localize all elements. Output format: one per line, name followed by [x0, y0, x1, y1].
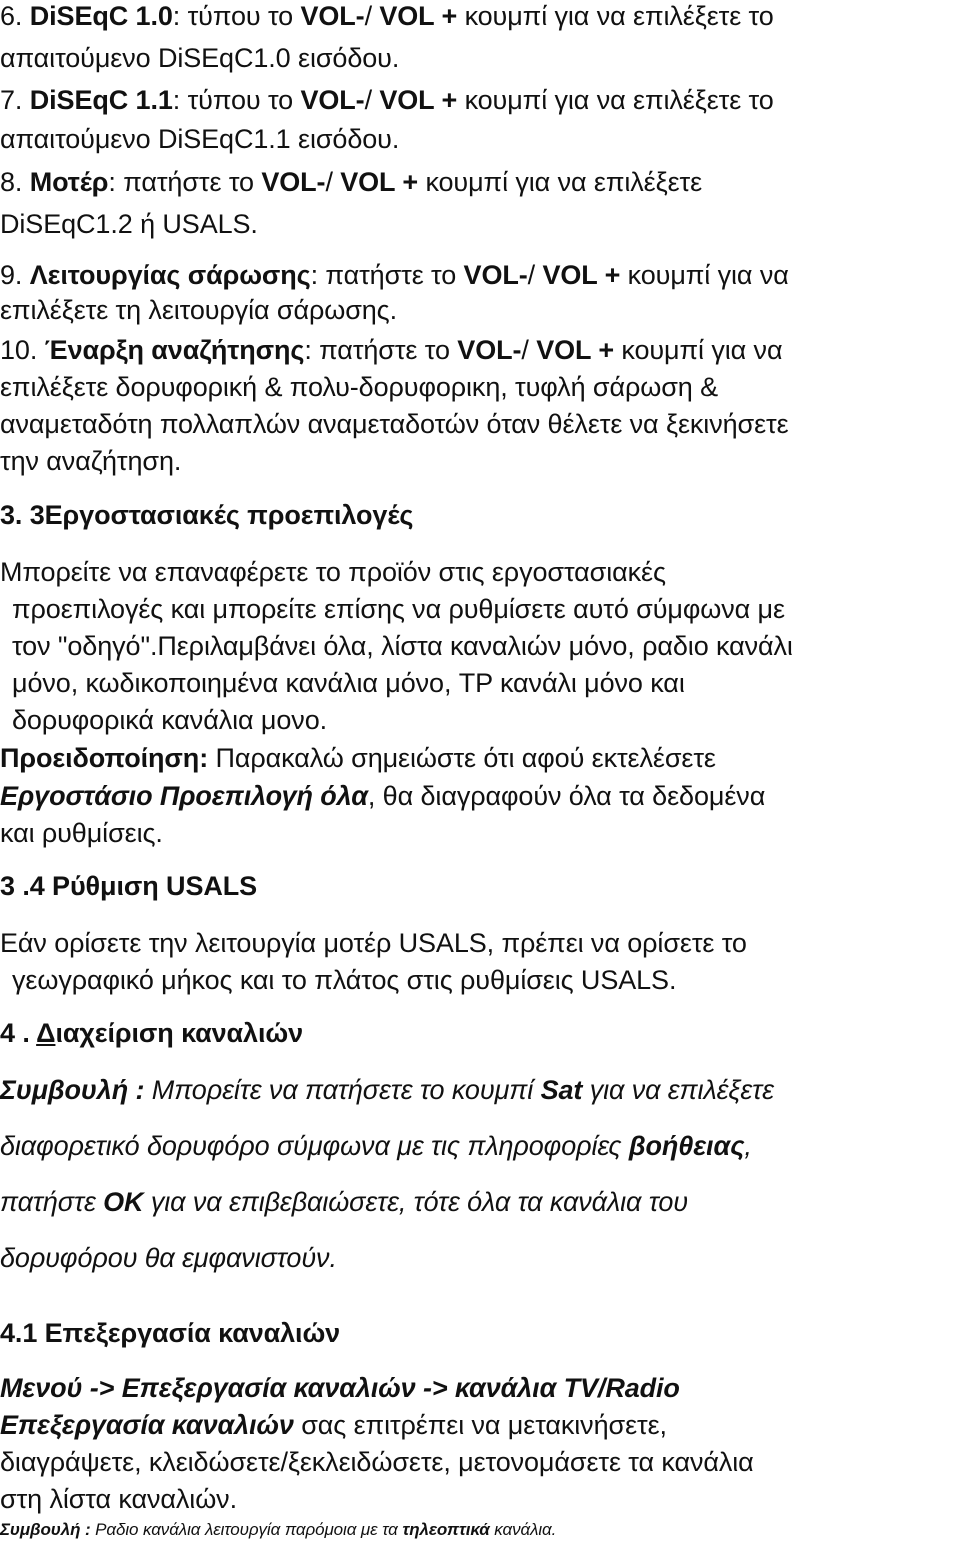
section-4-1-tip: [0, 1519, 556, 1541]
warning-line-3: και ρυθμίσεις.: [0, 818, 163, 848]
ok-key-label: OK: [103, 1187, 144, 1217]
item-8-line-2: DiSEqC1.2 ή USALS.: [0, 209, 258, 239]
item-text: /: [521, 335, 537, 365]
item-6-line-1: [0, 0, 774, 34]
section-3-paragraph-line: Μπορείτε να επαναφέρετε το προϊόν στις εργοστασιακές: [0, 557, 666, 587]
warning-term: Εργοστάσιο Προεπιλογή όλα: [0, 781, 368, 811]
tip-text: διαφορετικό δορυφόρο σύμφωνα με τις πληροφορίες: [0, 1131, 629, 1161]
section-3-4-paragraph-line: Εάν ορίσετε την λειτουργία μοτέρ USALS, πρέπει να ορίσετε το: [0, 928, 747, 958]
key-label: VOL-: [261, 167, 326, 197]
key-label: VOL-: [300, 85, 365, 115]
item-term: DiSEqC 1.0: [29, 1, 173, 31]
tip-text: πατήστε: [0, 1187, 104, 1217]
item-text: κουμπί για να επιλέξετε: [418, 167, 703, 197]
item-text: κουμπί για να: [620, 260, 789, 290]
item-number: 6.: [0, 1, 30, 31]
item-text: /: [527, 260, 543, 290]
item-text: κουμπί για να επιλέξετε το: [457, 1, 774, 31]
item-number: 10.: [0, 335, 45, 365]
item-number: 7.: [0, 85, 30, 115]
help-term: βοήθειας: [628, 1131, 745, 1161]
tip-text: για να επιλέξετε: [582, 1075, 774, 1105]
item-9-line-1: [0, 257, 789, 293]
tip-text: κανάλια.: [489, 1520, 557, 1539]
item-term: Μοτέρ: [29, 167, 109, 197]
heading-initial: Δ: [36, 1018, 56, 1048]
item-text: κουμπί για να: [614, 335, 783, 365]
section-3-4-heading: 3 .4 Ρύθμιση USALS: [0, 871, 258, 901]
section-4-1-paragraph-line-1: [0, 1407, 667, 1443]
section-3-paragraph-line: δορυφορικά κανάλια μονο.: [12, 705, 328, 735]
item-number: 9.: [0, 260, 30, 290]
key-label: VOL-: [457, 335, 522, 365]
item-10-line-4: την αναζήτηση.: [0, 446, 182, 476]
item-text: /: [364, 85, 380, 115]
item-7-line-2: απαιτούμενο DiSEqC1.1 εισόδου.: [0, 124, 400, 154]
item-10-line-1: [0, 332, 782, 368]
section-4-tip-line-4: δορυφόρου θα εμφανιστούν.: [0, 1243, 337, 1273]
key-label: VOL +: [379, 85, 458, 115]
item-text: κουμπί για να επιλέξετε το: [457, 85, 774, 115]
warning-text: , θα διαγραφούν όλα τα δεδομένα: [367, 781, 766, 811]
section-4-tip-line-2: [0, 1128, 752, 1164]
section-4-1-paragraph-line-3: στη λίστα καναλιών.: [0, 1484, 237, 1514]
tip-label: Συμβουλή :: [0, 1520, 91, 1539]
section-3-paragraph-line: τον "οδηγό".Περιλαμβάνει όλα, λίστα καναλιών μόνο, ραδιο κανάλι: [12, 631, 793, 661]
tip-text: Μπορείτε να πατήσετε το κουμπί: [144, 1075, 541, 1105]
item-text: /: [325, 167, 341, 197]
section-4-tip-line-1: [0, 1072, 774, 1108]
key-label: VOL +: [542, 260, 621, 290]
item-8-line-1: [0, 164, 702, 200]
item-text: : πατήστε το: [108, 167, 262, 197]
section-3-heading: 3. 3Εργοστασιακές προεπιλογές: [0, 500, 414, 530]
warning-label: Προειδοποίηση:: [0, 743, 209, 773]
warning-line-1: [0, 740, 716, 776]
section-3-4-paragraph-line: γεωγραφικό μήκος και το πλάτος στις ρυθμίσεις USALS.: [12, 965, 677, 995]
item-text: : πατήστε το: [304, 335, 458, 365]
tip-text: ,: [744, 1131, 752, 1161]
warning-text: Παρακαλώ σημειώστε ότι αφού εκτελέσετε: [208, 743, 716, 773]
item-text: : τύπου το: [172, 85, 301, 115]
item-text: : τύπου το: [172, 1, 301, 31]
item-text: /: [364, 1, 380, 31]
key-label: VOL-: [300, 1, 365, 31]
heading-text: ιαχείριση καναλιών: [55, 1018, 303, 1048]
item-7-line-1: [0, 82, 774, 118]
item-term: DiSEqC 1.1: [29, 85, 173, 115]
tip-label: Συμβουλή :: [0, 1075, 145, 1105]
section-3-paragraph-line: προεπιλογές και μπορείτε επίσης να ρυθμίσετε αυτό σύμφωνα με: [12, 594, 785, 624]
section-3-paragraph-line: μόνο, κωδικοποιημένα κανάλια μόνο, TP κανάλι μόνο και: [12, 668, 685, 698]
item-10-line-3: αναμεταδότη πολλαπλών αναμεταδοτών όταν θέλετε να ξεκινήσετε: [0, 409, 789, 439]
section-4-heading: [0, 1015, 303, 1051]
item-term: Έναρξη αναζήτησης: [44, 335, 305, 365]
item-number: 8.: [0, 167, 30, 197]
item-9-line-2: επιλέξετε τη λειτουργία σάρωσης.: [0, 295, 397, 325]
key-label: VOL +: [536, 335, 614, 365]
item-term: Λειτουργίας σάρωσης: [29, 260, 311, 290]
item-6-line-2: απαιτούμενο DiSEqC1.0 εισόδου.: [0, 43, 400, 73]
section-4-tip-line-3: [0, 1184, 688, 1220]
item-10-line-2: επιλέξετε δορυφορική & πολυ-δορυφορικη, τυφλή σάρωση &: [0, 372, 718, 402]
key-label: VOL +: [340, 167, 419, 197]
heading-number: 4 .: [0, 1018, 37, 1048]
tip-text: για να επιβεβαιώσετε, τότε όλα τα κανάλια του: [143, 1187, 689, 1217]
menu-path: Μενού -> Επεξεργασία καναλιών -> κανάλια TV/Radio: [0, 1373, 680, 1403]
sat-key-label: Sat: [540, 1075, 583, 1105]
tv-term: τηλεοπτικά: [402, 1520, 490, 1539]
paragraph-text: σας επιτρέπει να μετακινήσετε,: [293, 1410, 667, 1440]
key-label: VOL-: [463, 260, 528, 290]
warning-line-2: [0, 778, 765, 814]
section-4-1-paragraph-line-2: διαγράψετε, κλειδώσετε/ξεκλειδώσετε, μετονομάσετε τα κανάλια: [0, 1447, 754, 1477]
tip-text: Ραδιο κανάλια λειτουργία παρόμοια με τα: [90, 1520, 403, 1539]
key-label: VOL +: [379, 1, 458, 31]
section-4-1-heading: 4.1 Επεξεργασία καναλιών: [0, 1318, 341, 1348]
channel-edit-term: Επεξεργασία καναλιών: [0, 1410, 294, 1440]
item-text: : πατήστε το: [310, 260, 464, 290]
